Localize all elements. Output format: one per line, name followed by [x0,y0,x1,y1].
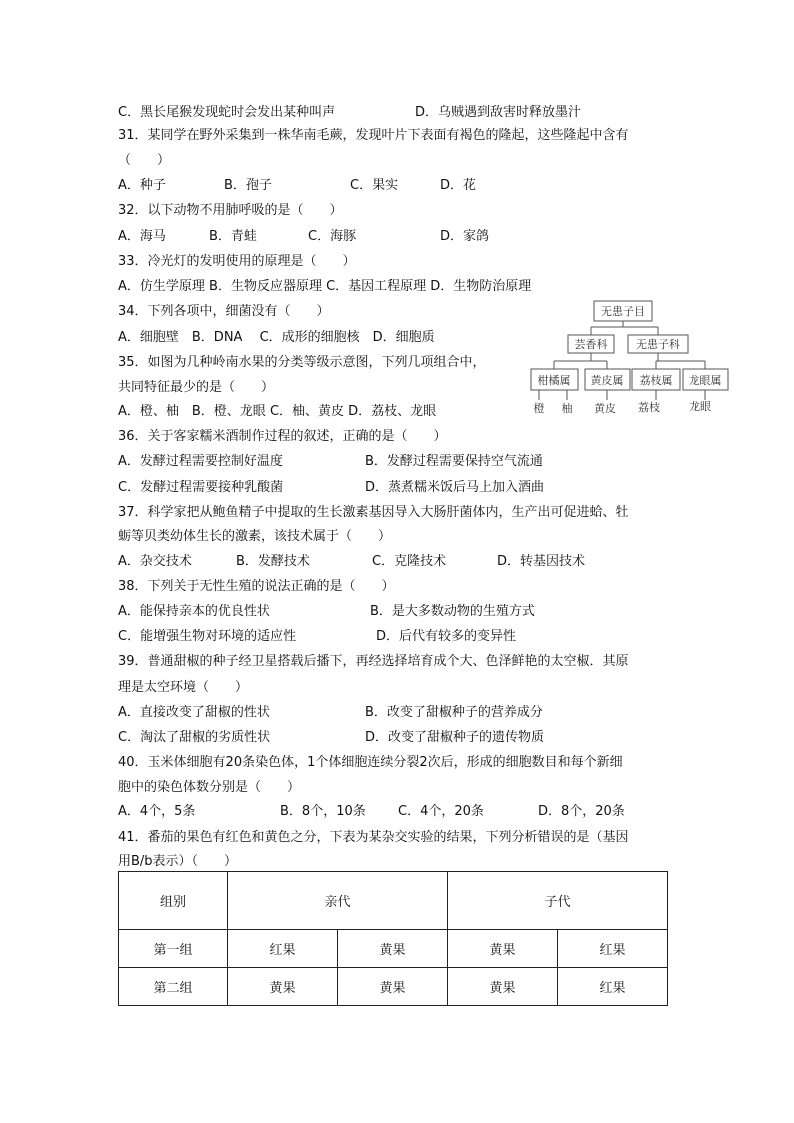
table-cell: 黄果 [228,968,338,1006]
answer-option: D．乌贼遇到敌害时释放墨汁 [415,105,582,120]
header-group: 组别 [119,872,228,930]
question-line: 32．以下动物不用肺呼吸的是（ ） [118,203,343,218]
answer-option: B．发酵过程需要保持空气流通 [365,454,543,469]
table-cell: 黄果 [338,968,448,1006]
table-cell: 红果 [558,968,668,1006]
fruit-label: 柚 [561,402,573,415]
answer-option: D．家鸽 [440,229,490,244]
answer-option: B．发酵技术 [236,554,310,569]
fruit-label: 黄皮 [594,402,616,415]
genus-label: 柑橘属 [537,374,571,387]
answer-option: A．4个，5条 [118,804,196,819]
answer-option: C．克隆技术 [372,554,447,569]
table-cell: 红果 [558,930,668,968]
answer-option: C．能增强生物对环境的适应性 [118,629,297,644]
genus-label: 龙眼属 [688,374,722,387]
answer-option: A．能保持亲本的优良性状 [118,604,270,619]
fruit-label: 橙 [533,402,545,415]
question-line: 理是太空环境（ ） [118,680,249,695]
genus-label: 荔枝属 [639,374,673,387]
question-line: A．细胞壁 B．DNA C．成形的细胞核 D．细胞质 [118,330,435,345]
order-label: 无患子目 [601,305,645,318]
cross-experiment-table [118,871,668,1006]
table-row [119,930,668,968]
answer-option: A．海马 [118,229,166,244]
question-line: 36．关于客家糯米酒制作过程的叙述，正确的是（ ） [118,429,447,444]
answer-option: C．黑长尾猴发现蛇时会发出某种叫声 [118,105,336,120]
question-line: 35．如图为几种岭南水果的分类等级示意图，下列几项组合中， [118,355,486,370]
answer-option: C．4个，20条 [398,804,484,819]
answer-option: C．发酵过程需要接种乳酸菌 [118,480,284,495]
question-line: 蛎等贝类幼体生长的激素，该技术属于（ ） [118,529,392,544]
answer-option: A．杂交技术 [118,554,192,569]
answer-option: C．淘汰了甜椒的劣质性状 [118,730,271,745]
fruit-label: 荔枝 [638,401,660,414]
header-offspring: 子代 [448,872,668,930]
table-cell: 黄果 [338,930,448,968]
answer-option: D．后代有较多的变异性 [376,629,517,644]
answer-option: D．改变了甜椒种子的遗传物质 [365,730,545,745]
table-cell: 第一组 [119,930,228,968]
family-label: 无患子科 [636,338,680,351]
question-line: 胞中的染色体数分别是（ ） [118,780,301,795]
classification-diagram [525,295,735,420]
question-line: 39．普通甜椒的种子经卫星搭载后播下，再经选择培育成个大、色泽鲜艳的太空椒．其原 [118,654,629,669]
genus-label: 黄皮属 [590,374,624,387]
table-cell: 第二组 [119,968,228,1006]
question-line: 37．科学家把从鲍鱼精子中提取的生长激素基因导入大肠肝菌体内，生产出可促进蛤、牡 [118,505,629,520]
answer-option: A．直接改变了甜椒的性状 [118,705,270,720]
table-row [119,968,668,1006]
answer-option: D．转基因技术 [497,554,586,569]
table-cell: 红果 [228,930,338,968]
answer-option: D．蒸煮糯米饭后马上加入酒曲 [365,480,545,495]
table-cell: 黄果 [448,930,558,968]
question-line: 33．冷光灯的发明使用的原理是（ ） [118,254,356,269]
question-line: 38．下列关于无性生殖的说法正确的是（ ） [118,579,395,594]
question-line: 34．下列各项中，细菌没有（ ） [118,304,330,319]
answer-option: B．青蛙 [209,229,257,244]
question-line: 40．玉米体细胞有20条染色体，1个体细胞连续分裂2次后，形成的细胞数目和每个新细 [118,755,623,770]
question-line: A．仿生学原理 B．生物反应器原理 C．基因工程原理 D．生物防治原理 [118,279,532,294]
answer-option: D．8个，20条 [538,804,625,819]
question-line: 共同特征最少的是（ ） [118,380,275,395]
answer-option: A．种子 [118,178,166,193]
header-parents: 亲代 [228,872,448,930]
answer-option: D．花 [440,178,477,193]
table-cell: 黄果 [448,968,558,1006]
answer-option: B．是大多数动物的生殖方式 [370,604,535,619]
family-label: 芸香科 [574,338,608,351]
question-line: 用B/b表示）（ ） [118,854,238,869]
answer-option: B．孢子 [224,178,272,193]
question-line: （ ） [118,153,171,168]
table-header-row [119,872,668,930]
question-line: A．橙、柚 B．橙、龙眼 C．柚、黄皮 D．荔枝、龙眼 [118,404,437,419]
answer-option: B．8个，10条 [280,804,366,819]
fruit-label: 龙眼 [689,400,711,413]
answer-option: C．海豚 [308,229,357,244]
answer-option: A．发酵过程需要控制好温度 [118,454,283,469]
answer-option: B．改变了甜椒种子的营养成分 [365,705,543,720]
question-line: 41．番茄的果色有红色和黄色之分，下表为某杂交实验的结果，下列分析错误的是（基因 [118,830,629,845]
answer-option: C．果实 [350,178,399,193]
question-line: 31．某同学在野外采集到一株华南毛蕨，发现叶片下表面有褐色的隆起，这些隆起中含有 [118,128,629,143]
